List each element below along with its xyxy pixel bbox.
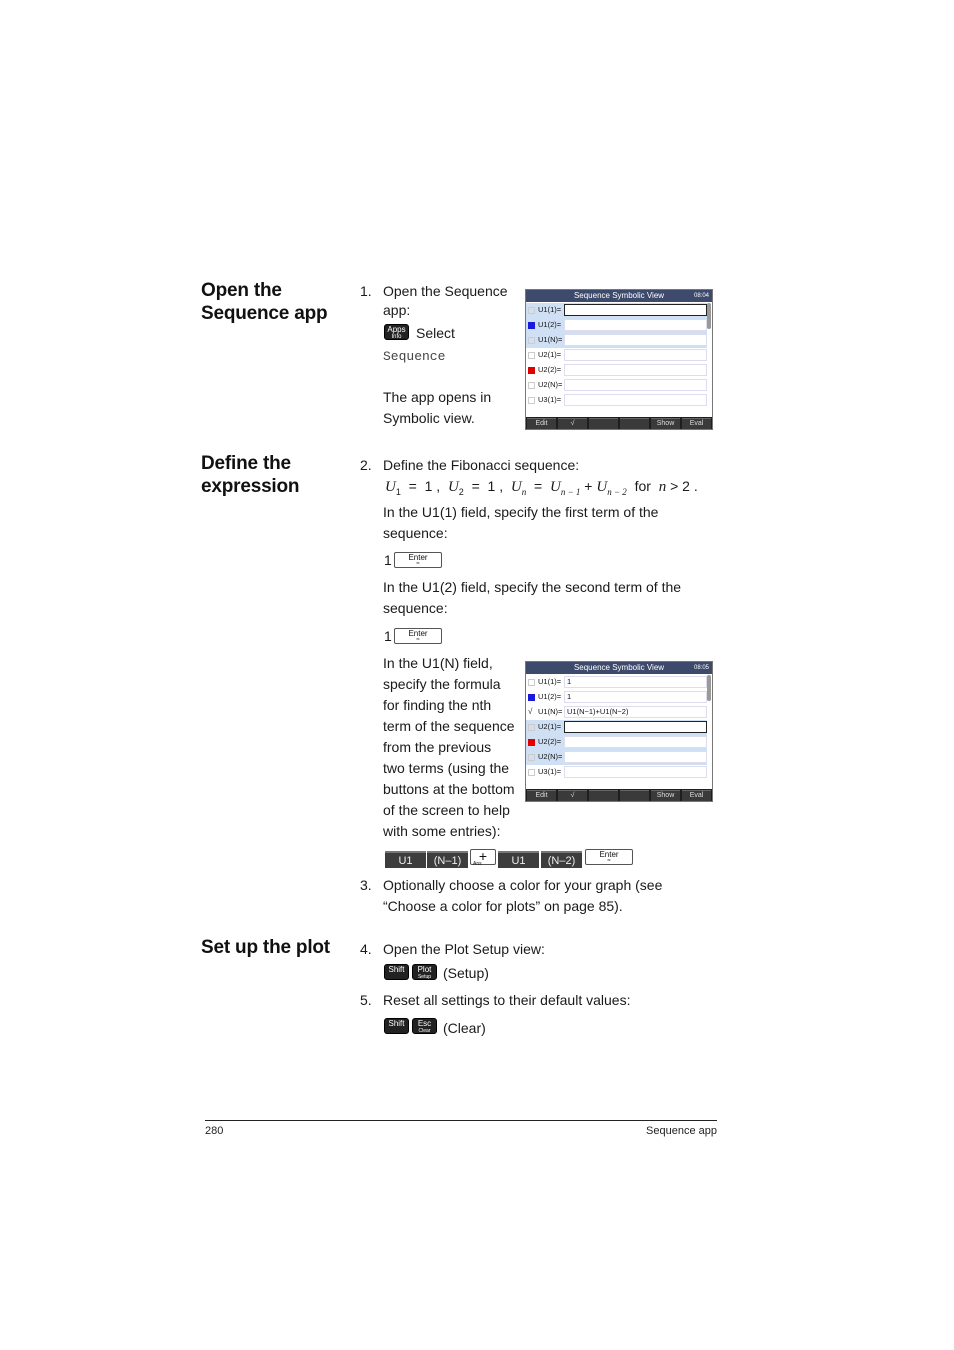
screen-row-label: U3(1)=	[538, 767, 562, 776]
screen-row-field	[564, 751, 707, 763]
un-line: term of the sequence	[383, 718, 515, 734]
screen-menu-button: Edit	[527, 790, 556, 801]
screen-row	[526, 303, 707, 318]
key-label: Esc	[417, 1019, 432, 1028]
screen-title: Sequence Symbolic View	[526, 290, 712, 302]
un-line: for finding the nth	[383, 697, 492, 713]
step2-text: Define the Fibonacci sequence:	[383, 457, 580, 473]
plot-key	[412, 964, 437, 980]
screen-row-label: U2(2)=	[538, 737, 562, 746]
screen-row-field	[564, 379, 707, 391]
un-line: specify the formula	[383, 676, 501, 692]
screen-row-label: U2(1)=	[538, 350, 562, 359]
checkbox-icon	[528, 679, 535, 686]
sequence-app-name: Sequence	[383, 349, 446, 364]
step-number: 5.	[360, 992, 372, 1008]
screen-menu-button: Show	[651, 418, 680, 429]
screen-row-label: U2(1)=	[538, 722, 562, 731]
key-sublabel: ≈	[607, 858, 611, 864]
step-number: 3.	[360, 877, 372, 893]
heading-define-expression	[201, 452, 299, 498]
heading-open-sequence-app	[201, 279, 327, 325]
soft-key-u1: U1	[498, 851, 539, 868]
soft-key-u1: U1	[385, 851, 426, 868]
step-number: 1.	[360, 283, 372, 299]
step3-line2: “Choose a color for plots” on page 85).	[383, 898, 623, 914]
esc-key	[412, 1018, 437, 1034]
u1-instruction-line1: In the U1(1) field, specify the first term of the	[383, 504, 659, 520]
screen-menu-button	[620, 418, 649, 429]
screen-row	[526, 333, 707, 348]
step-number: 4.	[360, 941, 372, 957]
un-line: of the screen to help	[383, 802, 510, 818]
setup-label: (Setup)	[443, 965, 489, 981]
checkbox-icon	[528, 769, 535, 776]
screen-status: 08:05	[693, 665, 709, 671]
color-swatch-blue	[528, 694, 535, 701]
screen-row	[526, 378, 707, 393]
screen-menu	[526, 417, 712, 429]
screen-row	[526, 735, 707, 750]
shift-key	[384, 1018, 409, 1034]
screen-menu-button	[589, 418, 618, 429]
screen-row	[526, 393, 707, 408]
enter-key	[585, 849, 633, 865]
step4-text: Open the Plot Setup view:	[383, 941, 545, 957]
screen-row-label: U1(2)=	[538, 692, 562, 701]
digit-one: 1	[384, 628, 392, 644]
key-sublabel: Ans	[473, 861, 482, 867]
step1-line2: app:	[383, 302, 411, 318]
key-label: Enter	[408, 629, 428, 638]
step3-line1: Optionally choose a color for your graph (see	[383, 877, 663, 893]
screen-row-field: U1(N−1)+U1(N−2)	[564, 706, 707, 718]
screen-row-field	[564, 766, 707, 778]
enter-key	[394, 552, 442, 568]
screen-row-label: U1(2)=	[538, 320, 562, 329]
un-instruction	[383, 653, 518, 842]
screen-row-field	[564, 736, 707, 748]
screen-menu-button: √	[558, 790, 587, 801]
key-sublabel: Setup	[417, 974, 432, 980]
step5-text: Reset all settings to their default values:	[383, 992, 631, 1008]
key-sublabel: ≈	[416, 637, 420, 643]
checkbox-icon	[528, 337, 535, 344]
footer-rule	[205, 1120, 717, 1121]
heading-set-up-plot: Set up the plot	[201, 937, 330, 958]
screen-row-field: 1	[564, 691, 707, 703]
screen-menu-button: Eval	[682, 418, 711, 429]
clear-label: (Clear)	[443, 1020, 486, 1036]
un-line: with some entries):	[383, 823, 501, 839]
checkmark-icon: √	[528, 707, 533, 716]
checkbox-icon	[528, 397, 535, 404]
checkbox-icon	[528, 352, 535, 359]
key-label: Shift	[388, 965, 405, 974]
calculator-screen-empty	[525, 289, 713, 430]
u1-instruction-line2: sequence:	[383, 525, 448, 541]
screen-row-field	[564, 364, 707, 376]
screen-row-field	[564, 349, 707, 361]
screen-menu-button	[620, 790, 649, 801]
formula-for: for	[634, 478, 651, 494]
checkbox-icon	[528, 754, 535, 761]
key-label: Plot	[417, 965, 432, 974]
checkbox-icon	[528, 307, 535, 314]
screen-menu-button: √	[558, 418, 587, 429]
color-swatch-red	[528, 367, 535, 374]
digit-one: 1	[384, 552, 392, 568]
screen-menu	[526, 789, 712, 801]
color-swatch-blue	[528, 322, 535, 329]
u2-instruction-line2: sequence:	[383, 600, 448, 616]
key-label: +	[478, 848, 488, 864]
enter-key	[394, 628, 442, 644]
screen-row-field	[564, 394, 707, 406]
calculator-screen-filled	[525, 661, 713, 802]
screen-row	[526, 675, 707, 690]
un-line: In the U1(N) field,	[383, 655, 493, 671]
screen-row	[526, 765, 707, 780]
key-label: Shift	[388, 1019, 405, 1028]
heading-line: Define the	[201, 453, 291, 474]
screen-menu-button: Edit	[527, 418, 556, 429]
heading-line: Sequence app	[201, 303, 328, 324]
screen-title: Sequence Symbolic View	[526, 662, 712, 674]
screen-row-field	[564, 304, 707, 316]
step1-line1: Open the Sequence	[383, 283, 508, 299]
screen-row	[526, 750, 707, 765]
screen-row	[526, 363, 707, 378]
screen-row	[526, 720, 707, 735]
checkbox-icon	[528, 724, 535, 731]
key-sublabel: ≈	[416, 561, 420, 567]
screen-row-label: U1(1)=	[538, 305, 562, 314]
screen-row	[526, 318, 707, 333]
un-line: two terms (using the	[383, 760, 510, 776]
screen-row	[526, 348, 707, 363]
section-name: Sequence app	[646, 1125, 717, 1137]
screen-menu-button: Eval	[682, 790, 711, 801]
page-number: 280	[205, 1125, 224, 1137]
checkbox-icon	[528, 382, 535, 389]
apps-key	[384, 324, 409, 340]
un-line: from the previous	[383, 739, 492, 755]
screen-row-label: U2(N)=	[538, 380, 563, 389]
screen-row-label: U2(N)=	[538, 752, 563, 761]
heading-line: expression	[201, 476, 300, 497]
screen-row	[526, 705, 707, 720]
screen-row-field: 1	[564, 676, 707, 688]
screen-status: 08:04	[693, 293, 709, 299]
heading-line: Open the	[201, 280, 282, 301]
screen-scrollbar	[707, 675, 711, 701]
color-swatch-red	[528, 739, 535, 746]
screen-menu-button	[589, 790, 618, 801]
key-label: Apps	[387, 325, 406, 334]
key-sublabel: Info	[391, 334, 402, 340]
screen-row-field	[564, 319, 707, 331]
fibonacci-formula: $U_1 = 1$ , $U_2 = 1$ , $U_n = U_{n - 1} + U_{n - 2}$ for n > 2 .	[385, 478, 698, 497]
screen-row-label: U1(N)=	[538, 707, 563, 716]
screen-row-label: U1(1)=	[538, 677, 562, 686]
key-label: Enter	[408, 553, 428, 562]
screen-menu-button: Show	[651, 790, 680, 801]
shift-key	[384, 964, 409, 980]
key-label: Enter	[599, 850, 619, 859]
un-line: buttons at the bottom	[383, 781, 515, 797]
screen-scrollbar	[707, 303, 711, 329]
screen-row-field	[564, 334, 707, 346]
screen-row	[526, 690, 707, 705]
screen-row-label: U1(N)=	[538, 335, 563, 344]
select-text: Select	[416, 325, 455, 341]
step1-opens-line2: Symbolic view.	[383, 410, 475, 426]
soft-key-n-minus-1: (N–1)	[427, 851, 468, 868]
key-sublabel: Clear	[418, 1028, 431, 1034]
u2-instruction-line1: In the U1(2) field, specify the second term of the	[383, 579, 682, 595]
step1-opens-line1: The app opens in	[383, 389, 492, 405]
screen-row-label: U2(2)=	[538, 365, 562, 374]
screen-row-field	[564, 721, 707, 733]
screen-row-label: U3(1)=	[538, 395, 562, 404]
step-number: 2.	[360, 457, 372, 473]
plus-key	[470, 849, 496, 865]
soft-key-n-minus-2: (N–2)	[541, 851, 582, 868]
